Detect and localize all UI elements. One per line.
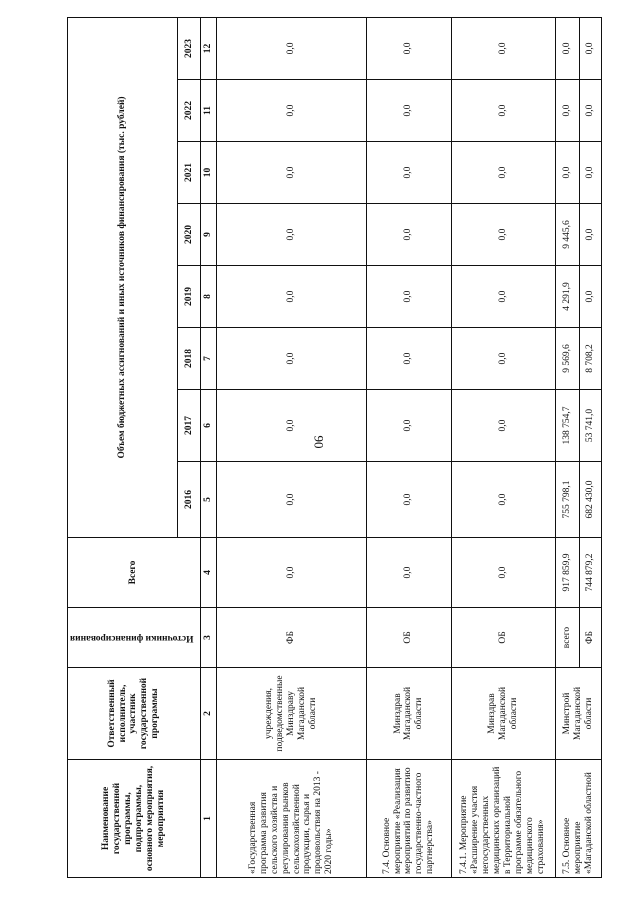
row-value: 9 569,6 <box>555 328 579 390</box>
row-source: ОБ <box>451 608 555 668</box>
row-value: 0,0 <box>367 266 451 328</box>
row-value: 0,0 <box>216 17 366 79</box>
row-value: 0,0 <box>367 80 451 142</box>
row-source: всего <box>555 608 579 668</box>
row-executor: Минстрой Магаданской области <box>555 668 601 760</box>
header-source-label: Источники финансирования <box>70 632 194 643</box>
header-year: 2018 <box>178 328 200 390</box>
page-number: 90 <box>311 435 327 449</box>
column-number: 8 <box>200 266 216 328</box>
row-value: 0,0 <box>451 204 555 266</box>
header-executor: Ответственный исполнитель, участник государственной программы <box>68 668 201 760</box>
header-year: 2019 <box>178 266 200 328</box>
row-total: 0,0 <box>367 538 451 608</box>
row-name: «Государственная программа развития сельского хозяйства и регулирования рынков сельскохозяйственной продукции, сырья и продовольствия на 2013 - 2020 годы» <box>216 760 366 878</box>
row-value: 0,0 <box>451 266 555 328</box>
row-value: 0,0 <box>579 142 601 204</box>
row-value: 0,0 <box>216 328 366 390</box>
row-value: 0,0 <box>216 266 366 328</box>
row-name: 7.4. Основное мероприятие «Реализация мероприятий по развитию государственно-частного партнерства» <box>367 760 451 878</box>
column-number-row <box>200 17 216 877</box>
column-number: 11 <box>200 80 216 142</box>
row-name: 7.5. Основное мероприятие «Магаданской областной <box>555 760 601 878</box>
header-year: 2016 <box>178 462 200 538</box>
column-number: 1 <box>200 760 216 878</box>
row-value: 0,0 <box>367 17 451 79</box>
funding-table <box>67 17 602 878</box>
row-value: 0,0 <box>579 266 601 328</box>
column-number: 9 <box>200 204 216 266</box>
column-number: 5 <box>200 462 216 538</box>
row-value: 0,0 <box>216 390 366 462</box>
row-value: 0,0 <box>367 328 451 390</box>
row-value: 0,0 <box>367 204 451 266</box>
row-value: 0,0 <box>216 142 366 204</box>
column-number: 10 <box>200 142 216 204</box>
row-source: ОБ <box>367 608 451 668</box>
header-funding-title: Объем бюджетных ассигнований и иных источников финансирования (тыс. рублей) <box>68 17 178 537</box>
row-name: 7.4.1. Мероприятие «Расширение участия негосударственных медицинских организаций в Территориальной программе обязательного медицинского страхования» <box>451 760 555 878</box>
row-executor: Минздрав Магаданской области <box>451 668 555 760</box>
row-value: 138 754,7 <box>555 390 579 462</box>
row-value: 755 798,1 <box>555 462 579 538</box>
row-value: 0,0 <box>451 462 555 538</box>
row-executor: Минздрав Магаданской области <box>367 668 451 760</box>
row-value: 0,0 <box>555 142 579 204</box>
row-total: 744 879,2 <box>579 538 601 608</box>
row-value: 0,0 <box>451 142 555 204</box>
row-source: ФБ <box>579 608 601 668</box>
row-value: 0,0 <box>451 80 555 142</box>
header-year: 2021 <box>178 142 200 204</box>
row-value: 0,0 <box>216 462 366 538</box>
table-stage <box>67 18 602 878</box>
header-year: 2022 <box>178 80 200 142</box>
row-value: 4 291,9 <box>555 266 579 328</box>
row-value: 0,0 <box>367 142 451 204</box>
row-value: 0,0 <box>451 390 555 462</box>
row-value: 682 430,0 <box>579 462 601 538</box>
row-source: ФБ <box>216 608 366 668</box>
row-total: 917 859,9 <box>555 538 579 608</box>
column-number: 6 <box>200 390 216 462</box>
column-number: 4 <box>200 538 216 608</box>
row-value: 0,0 <box>451 17 555 79</box>
row-value: 0,0 <box>579 80 601 142</box>
row-value: 0,0 <box>555 80 579 142</box>
row-value: 9 445,6 <box>555 204 579 266</box>
row-value: 0,0 <box>579 17 601 79</box>
header-source <box>68 608 201 668</box>
row-value: 0,0 <box>451 328 555 390</box>
row-executor: учреждения, подведомственные Минздраву Магаданской области <box>216 668 366 760</box>
row-value: 0,0 <box>579 204 601 266</box>
row-value: 8 708,2 <box>579 328 601 390</box>
column-number: 2 <box>200 668 216 760</box>
header-year: 2020 <box>178 204 200 266</box>
row-value: 0,0 <box>216 80 366 142</box>
header-name: Наименование государственной программы, подпрограммы, основного мероприятия, мероприятия <box>68 760 201 878</box>
column-number: 12 <box>200 17 216 79</box>
table-row <box>451 17 555 877</box>
row-value: 0,0 <box>367 462 451 538</box>
table-row <box>555 17 579 877</box>
header-total: Всего <box>68 538 201 608</box>
row-value: 0,0 <box>367 390 451 462</box>
table-row <box>367 17 451 877</box>
row-value: 0,0 <box>216 204 366 266</box>
table-row <box>216 17 366 877</box>
header-year: 2017 <box>178 390 200 462</box>
row-value: 53 741,0 <box>579 390 601 462</box>
column-number: 7 <box>200 328 216 390</box>
row-value: 0,0 <box>555 17 579 79</box>
header-year: 2023 <box>178 17 200 79</box>
column-number: 3 <box>200 608 216 668</box>
row-total: 0,0 <box>451 538 555 608</box>
row-total: 0,0 <box>216 538 366 608</box>
